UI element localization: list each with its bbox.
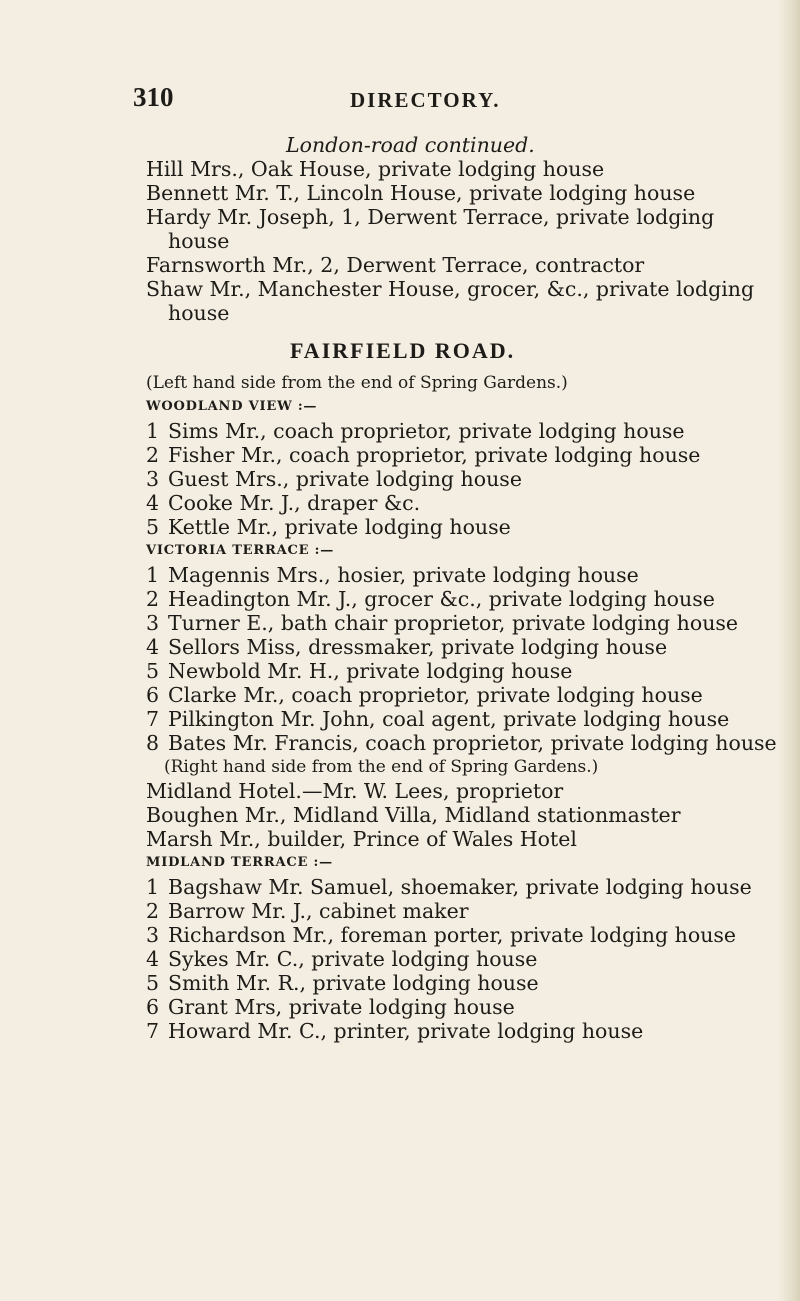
- list-item: Midland Hotel.—Mr. W. Lees, proprietor: [146, 779, 564, 803]
- entry-number: 1: [146, 419, 160, 443]
- street-heading: FAIRFIELD ROAD.: [290, 338, 516, 363]
- list-item: Hardy Mr. Joseph, 1, Derwent Terrace, private lodging: [146, 205, 715, 229]
- entry-number: 3: [146, 611, 160, 635]
- page-body: [146, 133, 786, 1043]
- entry-text: Pilkington Mr. John, coal agent, private lodging house: [168, 707, 730, 731]
- list-item: [146, 611, 786, 635]
- entry-text: Sykes Mr. C., private lodging house: [168, 947, 538, 971]
- list-item: Bennett Mr. T., Lincoln House, private lodging house: [146, 181, 696, 205]
- list-item: [146, 515, 786, 539]
- entry-number: 7: [146, 1019, 160, 1043]
- section-subtitle: London-road continued.: [286, 133, 535, 157]
- midland-terrace-heading: MIDLAND TERRACE :—: [146, 855, 333, 870]
- entry-text: Smith Mr. R., private lodging house: [168, 971, 539, 995]
- entry-text: Magennis Mrs., hosier, private lodging house: [168, 563, 639, 587]
- entry-text: Guest Mrs., private lodging house: [168, 467, 522, 491]
- list-item: [146, 971, 786, 995]
- list-item: Marsh Mr., builder, Prince of Wales Hotel: [146, 827, 577, 851]
- list-item: [146, 635, 786, 659]
- entry-text: Kettle Mr., private lodging house: [168, 515, 511, 539]
- list-item: Boughen Mr., Midland Villa, Midland stationmaster: [146, 803, 681, 827]
- entry-text: Grant Mrs, private lodging house: [168, 995, 515, 1019]
- entry-text: Cooke Mr. J., draper &c.: [168, 491, 421, 515]
- entry-number: 5: [146, 515, 160, 539]
- entry-number: 5: [146, 971, 160, 995]
- entry-number: 7: [146, 707, 160, 731]
- list-item: [146, 683, 786, 707]
- entry-text: Headington Mr. J., grocer &c., private lodging house: [168, 587, 715, 611]
- entry-number: 2: [146, 443, 160, 467]
- victoria-terrace-list: [146, 563, 786, 755]
- list-item: Farnsworth Mr., 2, Derwent Terrace, contractor: [146, 253, 645, 277]
- entry-number: 8: [146, 731, 160, 755]
- entry-text: Clarke Mr., coach proprietor, private lodging house: [168, 683, 703, 707]
- entry-number: 2: [146, 899, 160, 923]
- list-item: [146, 467, 786, 491]
- running-head: DIRECTORY.: [350, 88, 501, 112]
- list-item: [146, 875, 786, 899]
- right-side-list: [146, 779, 786, 851]
- list-item: [146, 947, 786, 971]
- left-side-note: (Left hand side from the end of Spring Gardens.): [146, 373, 568, 393]
- list-item: [146, 707, 786, 731]
- london-road-list: [146, 157, 786, 325]
- list-item: [146, 731, 786, 755]
- woodland-view-list: [146, 419, 786, 539]
- list-item: [146, 923, 786, 947]
- list-item: [146, 899, 786, 923]
- entry-text: Howard Mr. C., printer, private lodging house: [168, 1019, 644, 1043]
- victoria-terrace-heading: VICTORIA TERRACE :—: [146, 543, 335, 558]
- list-item: [146, 419, 786, 443]
- list-item-continuation: house: [168, 229, 230, 253]
- entry-number: 2: [146, 587, 160, 611]
- entry-text: Bagshaw Mr. Samuel, shoemaker, private lodging house: [168, 875, 752, 899]
- entry-number: 4: [146, 491, 160, 515]
- right-side-note: (Right hand side from the end of Spring Gardens.): [164, 757, 599, 777]
- entry-number: 4: [146, 947, 160, 971]
- list-item: [146, 1019, 786, 1043]
- entry-number: 1: [146, 875, 160, 899]
- page-header: [0, 82, 800, 116]
- entry-text: Barrow Mr. J., cabinet maker: [168, 899, 469, 923]
- list-item: [146, 443, 786, 467]
- midland-terrace-list: [146, 875, 786, 1043]
- list-item: [146, 491, 786, 515]
- entry-number: 1: [146, 563, 160, 587]
- entry-text: Richardson Mr., foreman porter, private lodging house: [168, 923, 737, 947]
- list-item: [146, 563, 786, 587]
- entry-number: 3: [146, 923, 160, 947]
- entry-number: 6: [146, 995, 160, 1019]
- entry-text: Bates Mr. Francis, coach proprietor, private lodging house: [168, 731, 777, 755]
- entry-text: Sims Mr., coach proprietor, private lodging house: [168, 419, 685, 443]
- entry-number: 3: [146, 467, 160, 491]
- page-number: 310: [133, 82, 174, 112]
- entry-text: Newbold Mr. H., private lodging house: [168, 659, 573, 683]
- list-item-continuation: house: [168, 301, 230, 325]
- list-item: [146, 659, 786, 683]
- list-item: Shaw Mr., Manchester House, grocer, &c., private lodging: [146, 277, 755, 301]
- list-item: [146, 995, 786, 1019]
- list-item: Hill Mrs., Oak House, private lodging house: [146, 157, 605, 181]
- entry-text: Turner E., bath chair proprietor, private lodging house: [168, 611, 739, 635]
- woodland-view-heading: WOODLAND VIEW :—: [146, 399, 318, 414]
- entry-text: Fisher Mr., coach proprietor, private lodging house: [168, 443, 701, 467]
- entry-number: 5: [146, 659, 160, 683]
- entry-text: Sellors Miss, dressmaker, private lodging house: [168, 635, 668, 659]
- list-item: [146, 587, 786, 611]
- entry-number: 6: [146, 683, 160, 707]
- entry-number: 4: [146, 635, 160, 659]
